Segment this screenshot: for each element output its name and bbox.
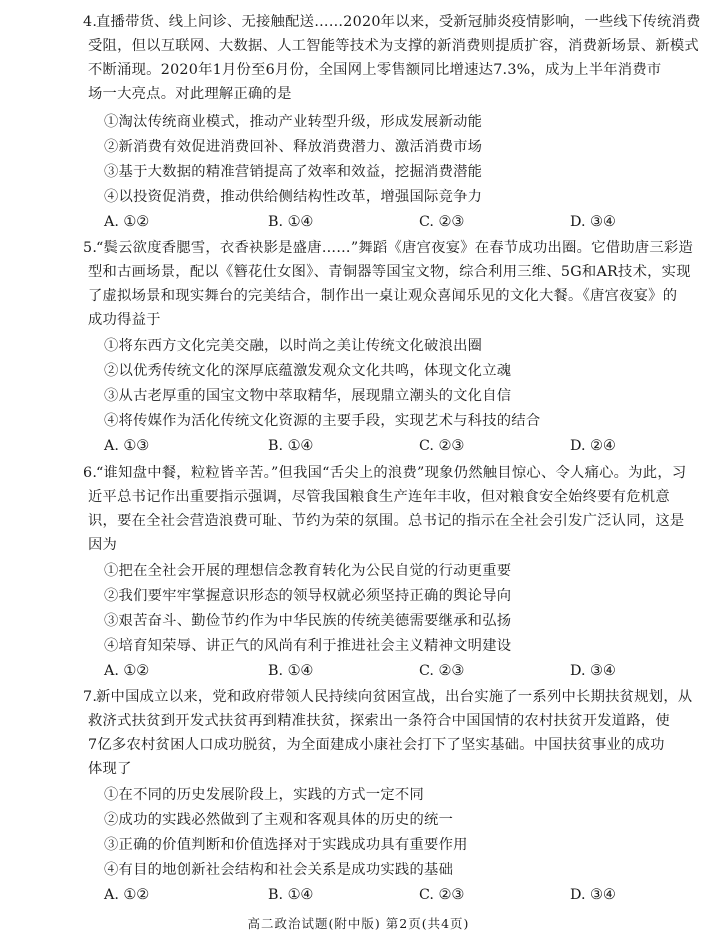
option-statement: ④以投资促消费，推动供给侧结构性改革，增强国际竞争力 [104,189,483,205]
option-statement: ③从古老厚重的国宝文物中萃取精华，展现鼎立潮头的文化自信 [104,388,512,404]
question-number: 7. [83,689,98,705]
choice-d[interactable]: D. ②④ [570,438,616,454]
stem-line: 不断涌现。2020年1月份至6月份，全国网上零售额同比增速达7.3%，成为上半年消费市 [88,62,662,78]
stem-line: 识，要在全社会营造浪费可耻、节约为荣的氛围。总书记的指示在全社会引发广泛认同，这是 [88,513,685,529]
question-number: 6. [83,465,98,481]
choice-c[interactable]: C. ②③ [419,438,465,454]
choice-c[interactable]: C. ②③ [419,663,465,679]
choice-b[interactable]: B. ①④ [268,214,314,230]
choice-a[interactable]: A. ①② [104,214,150,230]
stem-line: 场一大亮点。对此理解正确的是 [88,86,292,102]
stem-line: 因为 [88,537,118,553]
choice-a[interactable]: A. ①③ [104,438,150,454]
stem-line: 新中国成立以来，党和政府带领人民持续向贫困宣战，出台实施了一系列中长期扶贫规划，从 [96,689,693,705]
question-number: 4. [83,14,98,30]
choice-a[interactable]: A. ①② [104,663,150,679]
choice-d[interactable]: D. ③④ [570,887,616,903]
option-statement: ②以优秀传统文化的深厚底蕴激发观众文化共鸣，体现文化立魂 [104,363,512,379]
stem-line: “谁知盘中餐，粒粒皆辛苦。”但我国“舌尖上的浪费”现象仍然触目惊心、令人痛心。为此，习 [96,465,687,481]
option-statement: ②新消费有效促进消费回补、释放消费潜力、激活消费市场 [104,139,483,155]
stem-line: 救济式扶贫到开发式扶贫再到精准扶贫，探索出一条符合中国国情的农村扶贫开发道路，使 [88,713,670,729]
option-statement: ③正确的价值判断和价值选择对于实践成功具有重要作用 [104,837,468,853]
option-statement: ④培育知荣辱、讲正气的风尚有利于推进社会主义精神文明建设 [104,638,512,654]
choice-d[interactable]: D. ③④ [570,214,616,230]
stem-line: 7亿多农村贫困人口成功脱贫，为全面建成小康社会打下了坚实基础。中国扶贫事业的成功 [88,737,665,753]
choice-b[interactable]: B. ①④ [268,438,314,454]
choice-c[interactable]: C. ②③ [419,887,465,903]
stem-line: 体现了 [88,761,132,777]
stem-line: 直播带货、线上问诊、无接触配送……2020年以来，受新冠肺炎疫情影响，一些线下传统消费 [96,14,701,30]
stem-line: “鬓云欲度香腮雪，衣香袂影是盛唐……”舞蹈《唐宫夜宴》在春节成功出圈。它借助唐三彩造 [96,240,693,256]
option-statement: ②我们要牢牢掌握意识形态的领导权就必须坚持正确的舆论导向 [104,588,512,604]
option-statement: ①把在全社会开展的理想信念教育转化为公民自觉的行动更重要 [104,563,512,579]
stem-line: 型和古画场景，配以《簪花仕女图》、青铜器等国宝文物，综合利用三维、5G和AR技术，实现 [88,264,691,280]
option-statement: ③艰苦奋斗、勤俭节约作为中华民族的传统美德需要继承和弘扬 [104,613,512,629]
option-statement: ①在不同的历史发展阶段上，实践的方式一定不同 [104,787,425,803]
choice-d[interactable]: D. ③④ [570,663,616,679]
option-statement: ④将传媒作为活化传统文化资源的主要手段，实现艺术与科技的结合 [104,413,541,429]
option-statement: ②成功的实践必然做到了主观和客观具体的历史的统一 [104,812,454,828]
question-number: 5. [83,240,98,256]
stem-line: 了虚拟场景和现实舞台的完美结合，制作出一桌让观众喜闻乐见的文化大餐。《唐宫夜宴》的 [88,288,678,304]
option-statement: ④有目的地创新社会结构和社会关系是成功实践的基础 [104,862,454,878]
stem-line: 成功得益于 [88,312,161,328]
stem-line: 受阻，但以互联网、大数据、人工智能等技术为支撑的新消费则提质扩容，消费新场景、新模式 [88,38,699,54]
choice-c[interactable]: C. ②③ [419,214,465,230]
stem-line: 近平总书记作出重要指示强调，尽管我国粮食生产连年丰收，但对粮食安全始终要有危机意 [88,489,670,505]
choice-a[interactable]: A. ①② [104,887,150,903]
choice-b[interactable]: B. ①④ [268,663,314,679]
option-statement: ①将东西方文化完美交融，以时尚之美让传统文化破浪出圈 [104,338,483,354]
page-footer: 高二政治试题(附中版) 第2页(共4页) [247,916,470,931]
option-statement: ③基于大数据的精准营销提高了效率和效益，挖掘消费潜能 [104,164,483,180]
choice-b[interactable]: B. ①④ [268,887,314,903]
option-statement: ①淘汰传统商业模式，推动产业转型升级，形成发展新动能 [104,114,483,130]
